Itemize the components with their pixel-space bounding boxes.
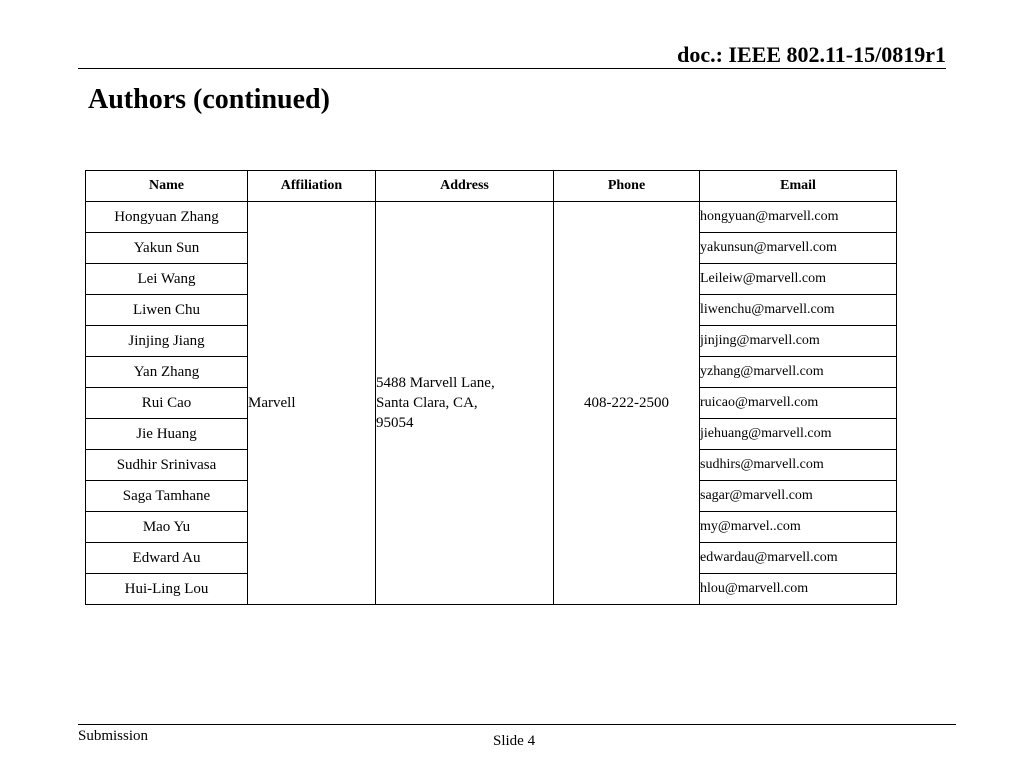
author-name: Lei Wang [86,264,248,295]
author-name: Rui Cao [86,388,248,419]
author-name: Saga Tamhane [86,481,248,512]
table-row [86,202,897,233]
author-name: Hongyuan Zhang [86,202,248,233]
table-header-row [86,171,897,202]
author-email: Leileiw@marvell.com [700,264,897,295]
author-name: Mao Yu [86,512,248,543]
authors-table [85,170,897,605]
author-email: hongyuan@marvell.com [700,202,897,233]
column-header-name: Name [86,171,248,202]
footer-divider [78,724,956,725]
slide-number: Slide 4 [493,733,536,749]
address-cell [376,202,554,605]
author-email: my@marvel..com [700,512,897,543]
footer-submission: Submission [78,728,149,744]
author-name: Jie Huang [86,419,248,450]
author-email: edwardau@marvell.com [700,543,897,574]
author-email: liwenchu@marvell.com [700,295,897,326]
address-line: Santa Clara, CA, [376,395,478,411]
header-divider [78,68,946,69]
author-email: jinjing@marvell.com [700,326,897,357]
author-email: jiehuang@marvell.com [700,419,897,450]
author-name: Yan Zhang [86,357,248,388]
author-name: Hui-Ling Lou [86,574,248,605]
document-id: doc.: IEEE 802.11-15/0819r1 [677,42,946,67]
column-header-affiliation: Affiliation [248,171,376,202]
author-email: ruicao@marvell.com [700,388,897,419]
author-email: hlou@marvell.com [700,574,897,605]
address-line: 5488 Marvell Lane, [376,375,495,391]
column-header-phone: Phone [554,171,700,202]
author-email: sagar@marvell.com [700,481,897,512]
author-name: Jinjing Jiang [86,326,248,357]
column-header-email: Email [700,171,897,202]
author-name: Edward Au [86,543,248,574]
author-email: yzhang@marvell.com [700,357,897,388]
slide-title: Authors (continued) [88,84,330,115]
address-line: 95054 [376,415,414,431]
author-name: Sudhir Srinivasa [86,450,248,481]
author-email: yakunsun@marvell.com [700,233,897,264]
phone-cell: 408-222-2500 [554,202,700,605]
author-name: Liwen Chu [86,295,248,326]
author-email: sudhirs@marvell.com [700,450,897,481]
column-header-address: Address [376,171,554,202]
affiliation-cell: Marvell [248,202,376,605]
author-name: Yakun Sun [86,233,248,264]
